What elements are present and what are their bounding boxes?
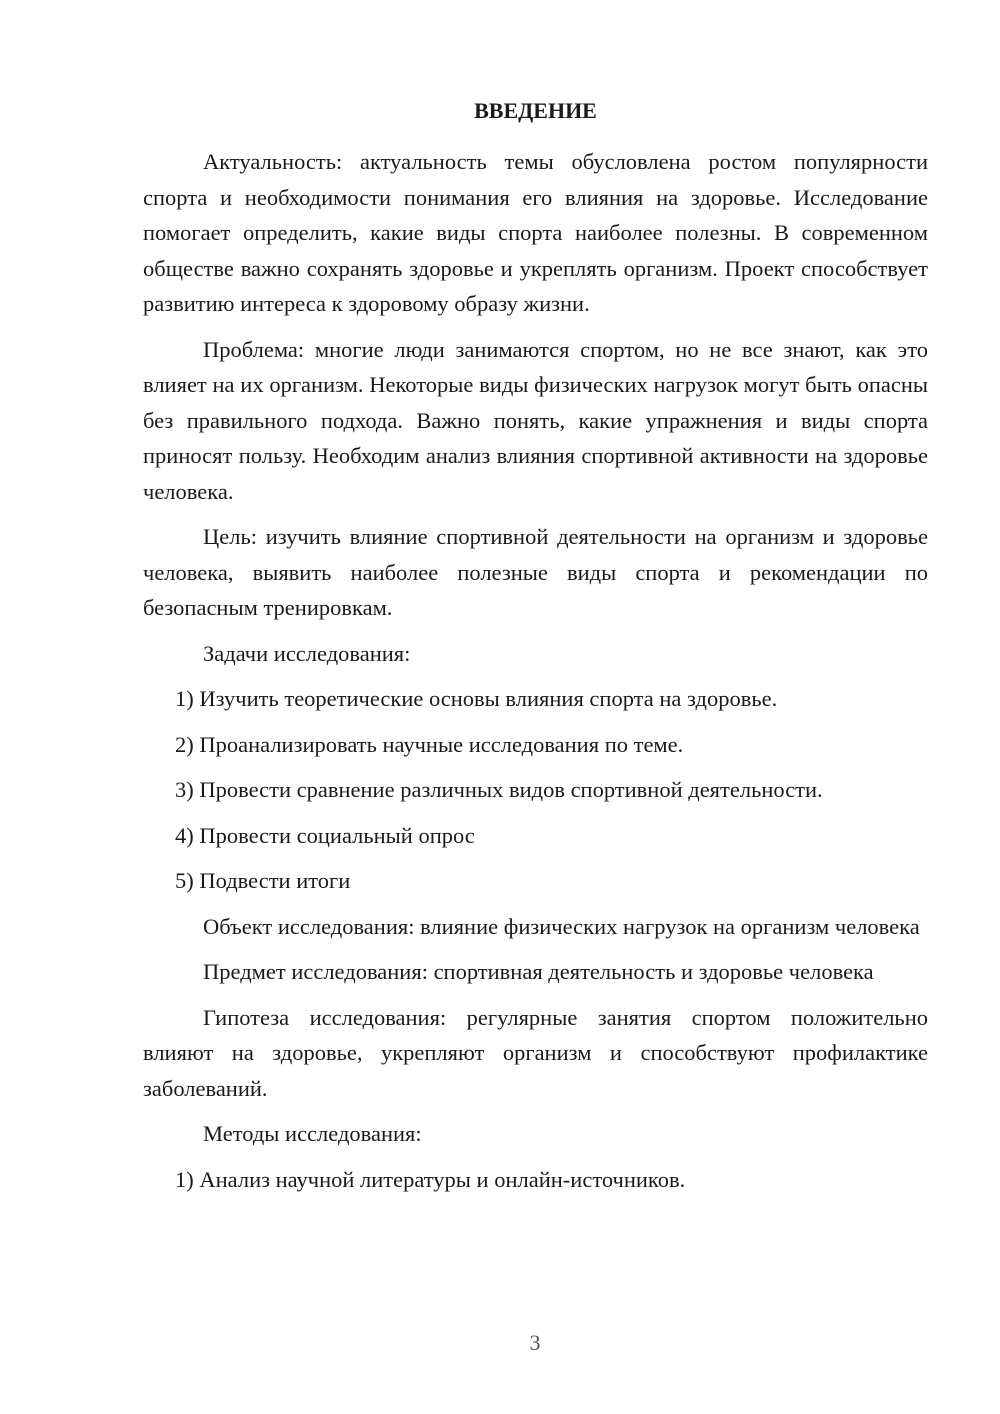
relevance-paragraph: Актуальность: актуальность темы обусловлена ростом популярности спорта и необходимости понимания его влияния на здоровье. Исследование помогает определить, какие виды спорта наиболее полезны. В современном обществе важно сохранять здоровье и укреплять организм. Проект способствует развитию интереса к здоровому образу жизни.	[143, 149, 928, 316]
tasks-label: Задачи исследования:	[203, 640, 411, 666]
problem-paragraph: Проблема: многие люди занимаются спортом, но не все знают, как это влияет на их организм. Некоторые виды физических нагрузок могут быть опасны без правильного подхода. Важно понять, какие упражнения и виды спорта приносят пользу. Необходим анализ влияния спортивной активности на здоровье человека.	[143, 336, 928, 504]
task-item: 3) Провести сравнение различных видов спортивной деятельности.	[175, 777, 823, 802]
document-page	[143, 92, 928, 1207]
task-item: 2) Проанализировать научные исследования по теме.	[175, 731, 684, 757]
object-paragraph: Объект исследования: влияние физических нагрузок на организм человека	[203, 913, 920, 939]
task-item: 4) Провести социальный опрос	[175, 822, 475, 848]
task-item: 5) Подвести итоги	[175, 868, 351, 893]
page-number: 3	[529, 1330, 541, 1355]
task-item: 1) Изучить теоретические основы влияния спорта на здоровье.	[175, 686, 778, 711]
goal-paragraph: Цель: изучить влияние спортивной деятельности на организм и здоровье человека, выявить наиболее полезные виды спорта и рекомендации по безопасным тренировкам.	[143, 524, 928, 620]
subject-paragraph: Предмет исследования: спортивная деятельность и здоровье человека	[203, 959, 874, 984]
hypothesis-paragraph: Гипотеза исследования: регулярные занятия спортом положительно влияют на здоровье, укрепляют организм и способствуют профилактике заболеваний.	[143, 1004, 928, 1101]
methods-label: Методы исследования:	[203, 1121, 422, 1146]
section-heading: ВВЕДЕНИЕ	[474, 98, 597, 123]
methods-list	[143, 1162, 928, 1198]
method-item: 1) Анализ научной литературы и онлайн-источников.	[175, 1166, 686, 1192]
tasks-list	[143, 681, 928, 899]
